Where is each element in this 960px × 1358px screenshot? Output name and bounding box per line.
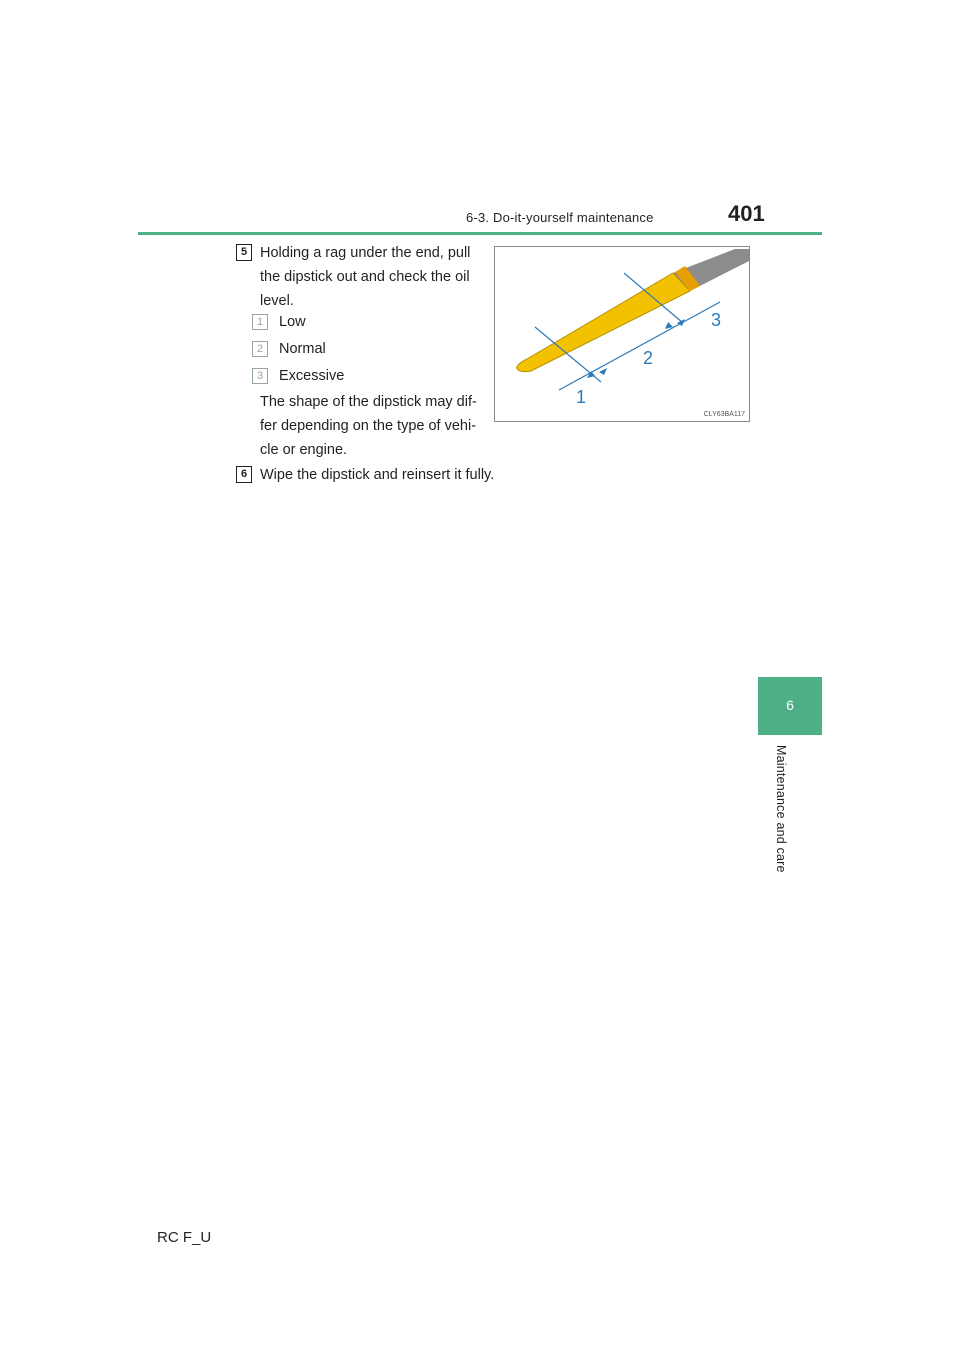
arrow-normal-low [599, 368, 607, 375]
dipstick-illustration [495, 247, 749, 421]
dipstick-blade [517, 273, 690, 372]
item-3-number: 3 [252, 368, 268, 384]
step-6-text: Wipe the dipstick and reinsert it fully. [260, 467, 495, 483]
step-5-line-3: level. [260, 293, 294, 309]
item-3-label: Excessive [279, 368, 345, 384]
dipstick-figure [494, 246, 750, 422]
chapter-tab[interactable] [758, 677, 822, 735]
callout-1 [571, 387, 591, 407]
step-5-line-2: the dipstick out and check the oil [260, 269, 470, 285]
section-title: 6-3. Do-it-yourself maintenance [466, 210, 654, 225]
callout-2-text: 2 [643, 348, 654, 368]
step-5-line-1: Holding a rag under the end, pull [260, 245, 471, 261]
figure-code: CLY63BA117 [703, 411, 745, 418]
item-1-number: 1 [252, 314, 268, 330]
item-2-number: 2 [252, 341, 268, 357]
step-5-note [260, 390, 477, 462]
item-1-label: Low [279, 314, 306, 330]
callout-2 [639, 347, 659, 369]
callout-3-text: 3 [711, 310, 722, 330]
chapter-title: Maintenance and care [774, 745, 788, 873]
step-5-text [260, 241, 470, 313]
callout-1-text: 1 [576, 387, 587, 407]
model-code: RC F_U [157, 1229, 212, 1246]
step-6-badge: 6 [236, 466, 252, 483]
step-5-badge: 5 [236, 244, 252, 261]
page-number: 401 [728, 201, 765, 226]
note-line-2: fer depending on the type of vehi- [260, 418, 477, 434]
callout-3 [707, 309, 727, 331]
note-line-1: The shape of the dipstick may dif- [260, 394, 477, 410]
item-2-label: Normal [279, 341, 326, 357]
note-line-3: cle or engine. [260, 442, 348, 458]
chapter-number: 6 [786, 697, 794, 713]
header-divider [138, 232, 822, 235]
